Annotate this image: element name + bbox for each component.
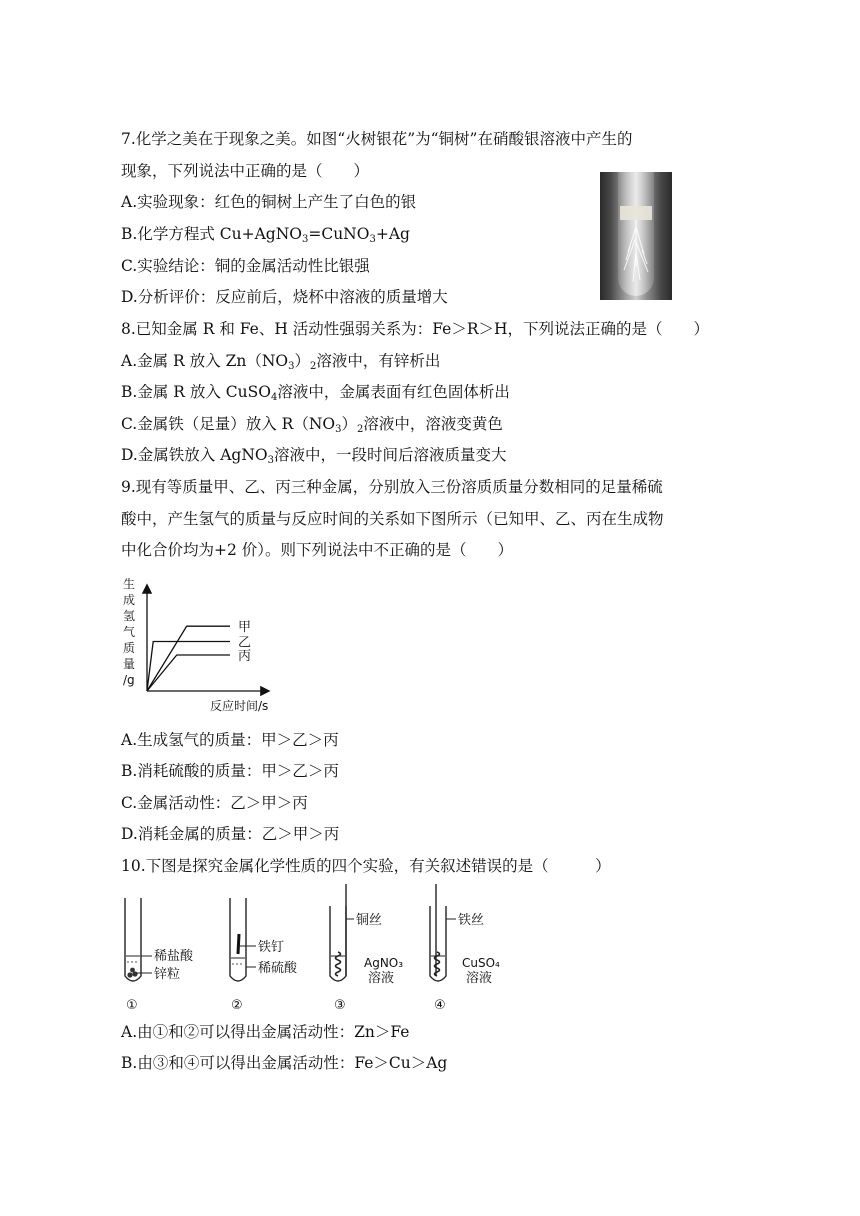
q7-option-c: C.实验结论：铜的金属活动性比银强 bbox=[121, 257, 370, 275]
y-label-char: /g bbox=[123, 673, 135, 687]
tube-number-3: ③ bbox=[334, 998, 346, 1013]
q9-option-a: A.生成氢气的质量：甲＞乙＞丙 bbox=[121, 731, 339, 749]
q10-option-b: B.由③和④可以得出金属活动性：Fe＞Cu＞Ag bbox=[121, 1054, 448, 1072]
y-axis-label bbox=[123, 576, 135, 687]
label-dilute-hcl: 稀盐酸 bbox=[154, 949, 194, 964]
q7-option-b: B.化学方程式 Cu+AgNO$_3$=CuNO$_3$+Ag bbox=[121, 225, 410, 245]
test-tube-experiments-figure bbox=[118, 884, 518, 1018]
label-solution-4: 溶液 bbox=[466, 971, 493, 986]
y-label-char: 气 bbox=[123, 625, 136, 639]
label-cuso4: CuSO₄ bbox=[462, 956, 500, 970]
q9-stem-line1: 9.现有等质量甲、乙、丙三种金属，分别放入三份溶质质量分数相同的足量稀硫 bbox=[121, 478, 663, 496]
series-label-1: 甲 bbox=[238, 620, 252, 636]
y-label-char: 量 bbox=[123, 657, 136, 671]
q7-option-a: A.实验现象：红色的铜树上产生了白色的银 bbox=[121, 193, 417, 211]
tube-number-1: ① bbox=[126, 998, 138, 1013]
q9-option-c: C.金属活动性：乙＞甲＞丙 bbox=[121, 794, 308, 812]
q8-option-c: C.金属铁（足量）放入 $R(NO_3)_2$溶液中，溶液变黄色 bbox=[121, 415, 503, 435]
series-label-2: 乙 bbox=[238, 635, 252, 651]
test-tube-1 bbox=[125, 898, 194, 1013]
label-zinc-granules: 锌粒 bbox=[154, 967, 181, 982]
hydrogen-mass-chart bbox=[118, 574, 288, 716]
label-dilute-sulfuric: 稀硫酸 bbox=[258, 961, 298, 976]
label-copper-wire: 铜丝 bbox=[356, 913, 383, 928]
tube-number-4: ④ bbox=[434, 998, 446, 1013]
x-axis-label: 反应时间/s bbox=[210, 699, 269, 713]
test-tube-4 bbox=[430, 884, 500, 1013]
label-iron-wire: 铁丝 bbox=[458, 913, 485, 928]
label-iron-nail: 铁钉 bbox=[258, 940, 285, 955]
q8-option-b: B.金属 R 放入 CuSO$_4$溶液中，金属表面有红色固体析出 bbox=[121, 383, 510, 403]
series-line-3 bbox=[147, 655, 230, 691]
q9-stem-line3: 中化合价均为+2 价）。则下列说法中不正确的是（ ） bbox=[121, 541, 514, 559]
q9-option-d: D.消耗金属的质量：乙＞甲＞丙 bbox=[121, 825, 340, 843]
test-tube-3 bbox=[330, 884, 403, 1013]
q9-option-b: B.消耗硫酸的质量：甲＞乙＞丙 bbox=[121, 762, 339, 780]
series-line-1 bbox=[147, 626, 230, 691]
y-label-char: 氢 bbox=[123, 609, 136, 623]
y-label-char: 质 bbox=[123, 641, 136, 655]
series-line-2 bbox=[147, 642, 230, 692]
y-label-char: 成 bbox=[123, 593, 136, 607]
y-label-char: 生 bbox=[123, 577, 136, 591]
tube-number-2: ② bbox=[231, 998, 243, 1013]
series-label-3: 丙 bbox=[238, 649, 252, 664]
q9-stem-line2: 酸中，产生氢气的质量与反应时间的关系如下图所示（已知甲、乙、丙在生成物 bbox=[121, 510, 664, 528]
q7-stem-line2: 现象，下列说法中正确的是（ ） bbox=[121, 162, 370, 180]
q8-option-a: A.金属 R 放入 $Zn(NO_3)_2$溶液中，有锌析出 bbox=[121, 352, 441, 372]
q10-option-a: A.由①和②可以得出金属活动性：Zn＞Fe bbox=[121, 1023, 410, 1041]
label-solution-3: 溶液 bbox=[368, 971, 395, 986]
q8-option-d: D.金属铁放入 AgNO$_3$溶液中，一段时间后溶液质量变大 bbox=[121, 446, 507, 466]
test-tube-2 bbox=[230, 898, 298, 1013]
label-agno3: AgNO₃ bbox=[364, 956, 404, 970]
copper-tree-photo bbox=[600, 172, 672, 300]
q10-stem: 10.下图是探究金属化学性质的四个实验，有关叙述错误的是（ ） bbox=[121, 857, 611, 875]
q7-option-d: D.分析评价：反应前后，烧杯中溶液的质量增大 bbox=[121, 288, 448, 306]
q8-stem: 8.已知金属 R 和 Fe、H 活动性强弱关系为：Fe＞R＞H，下列说法正确的是（ ） bbox=[121, 320, 710, 338]
q7-stem-line1: 7.化学之美在于现象之美。如图“火树银花”为“铜树”在硝酸银溶液中产生的 bbox=[121, 130, 633, 148]
